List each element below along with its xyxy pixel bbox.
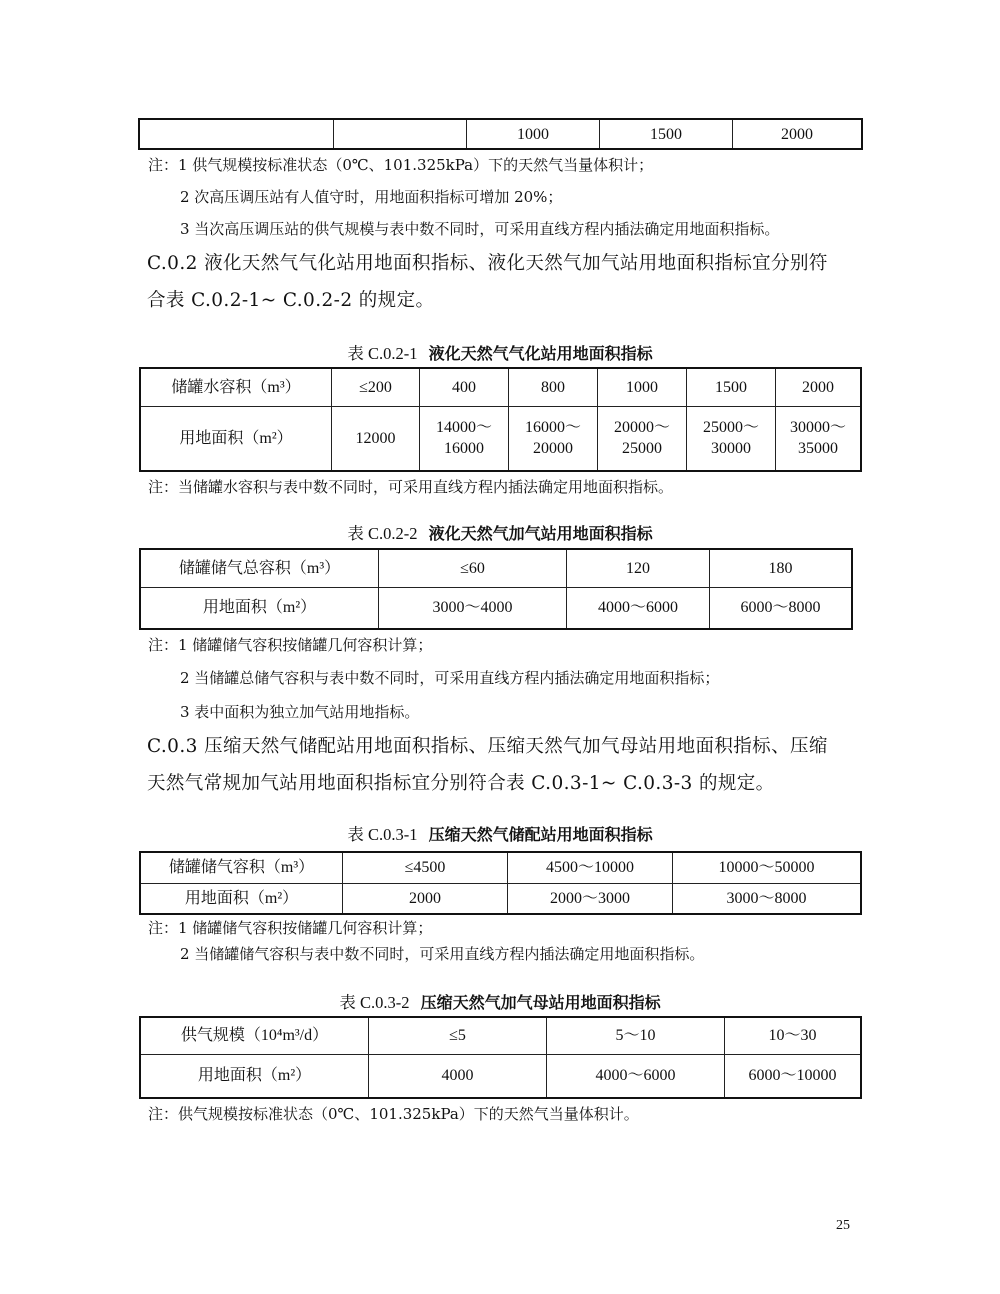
- table-caption-number: 表 C.0.3-1: [347, 825, 418, 844]
- table-cell: [598, 406, 687, 471]
- note-line: 3 当次高压调压站的供气规模与表中数不同时，可采用直线方程内插法确定用地面积指标。: [180, 220, 780, 238]
- table-row: [140, 852, 861, 883]
- table-caption-text: 压缩天然气加气母站用地面积指标: [420, 993, 661, 1012]
- table-cell: 4000: [369, 1054, 547, 1098]
- note-line: 3 表中面积为独立加气站用地指标。: [180, 703, 420, 721]
- cell-value: 16000～: [524, 419, 581, 437]
- table-caption-text: 液化天然气气化站用地面积指标: [428, 344, 653, 363]
- note-line: 注：1 储罐储气容积按储罐几何容积计算；: [148, 636, 433, 654]
- table-cell: ≤60: [379, 549, 567, 587]
- table-cell: 3000～4000: [379, 587, 567, 629]
- cell-value: 20000～: [613, 419, 670, 437]
- section-paragraph-line: 天然气常规加气站用地面积指标宜分别符合表 C.0.3-1~ C.0.3-3 的规定。: [147, 773, 775, 794]
- cell-value: 25000: [622, 440, 662, 458]
- note-line: 2 当储罐总储气容积与表中数不同时，可采用直线方程内插法确定用地面积指标；: [180, 669, 720, 687]
- table-cell: 10000～50000: [673, 852, 862, 883]
- table-row: [140, 883, 861, 914]
- cell-value: 20000: [533, 440, 573, 458]
- table-caption-text: 压缩天然气储配站用地面积指标: [428, 825, 653, 844]
- note-line: 注：1 储罐储气容积按储罐几何容积计算；: [148, 919, 433, 937]
- table-cell: 1500: [600, 119, 733, 149]
- table-cell: ≤5: [369, 1017, 547, 1054]
- table-cell: ≤4500: [343, 852, 508, 883]
- table-cell: 3000～8000: [673, 883, 862, 914]
- section-paragraph-line: 合表 C.0.2-1~ C.0.2-2 的规定。: [147, 290, 435, 311]
- table-cell: 2000: [733, 119, 863, 149]
- table-cell: [334, 119, 467, 149]
- table-c031: [139, 851, 862, 915]
- table-cell: 6000～8000: [710, 587, 853, 629]
- table-cell: 10～30: [725, 1017, 862, 1054]
- table-caption-number: 表 C.0.2-2: [347, 524, 418, 543]
- cell-value: 35000: [798, 440, 838, 458]
- cell-value: 14000～: [435, 419, 492, 437]
- table-header-cell: 用地面积（m²）: [140, 883, 343, 914]
- table-row: [140, 549, 852, 587]
- cell-value: 12000: [355, 429, 396, 447]
- table-cell: 4000～6000: [567, 587, 710, 629]
- table-row: [139, 119, 862, 149]
- table-caption-number: 表 C.0.2-1: [347, 344, 418, 363]
- table-cell: [509, 406, 598, 471]
- table-header-cell: 用地面积（m²）: [140, 1054, 369, 1098]
- note-line: 2 当储罐储气容积与表中数不同时，可采用直线方程内插法确定用地面积指标。: [180, 945, 705, 963]
- table-row: [140, 587, 852, 629]
- table-row: [140, 1017, 861, 1054]
- table-cell: [420, 406, 509, 471]
- table-caption-number: 表 C.0.3-2: [339, 993, 410, 1012]
- table-header-cell: 供气规模（10⁴m³/d）: [140, 1017, 369, 1054]
- table-c022: [139, 548, 853, 630]
- table-caption: [0, 340, 1000, 364]
- table-cell: 6000～10000: [725, 1054, 862, 1098]
- cell-value: 30000～: [789, 419, 846, 437]
- table-cell: 4500～10000: [508, 852, 673, 883]
- table-caption: [0, 520, 1000, 544]
- table-row: [140, 1054, 861, 1098]
- table-caption: [0, 989, 1000, 1013]
- table-cell: 1000: [467, 119, 600, 149]
- cell-value: 16000: [444, 440, 484, 458]
- table-header-cell: 用地面积（m²）: [140, 587, 379, 629]
- table-cell: 2000: [776, 368, 862, 406]
- table-cell: 800: [509, 368, 598, 406]
- table-header-cell: 用地面积（m²）: [140, 406, 332, 471]
- section-paragraph-line: C.0.3 压缩天然气储配站用地面积指标、压缩天然气加气母站用地面积指标、压缩: [147, 736, 828, 757]
- top-table: [138, 118, 863, 150]
- table-c021: [139, 367, 862, 472]
- table-cell: 2000: [343, 883, 508, 914]
- table-row: [140, 368, 861, 406]
- note-line: 注：1 供气规模按标准状态（0℃、101.325kPa）下的天然气当量体积计；: [148, 156, 654, 174]
- note-line: 注：供气规模按标准状态（0℃、101.325kPa）下的天然气当量体积计。: [148, 1105, 639, 1123]
- table-cell: [776, 406, 862, 471]
- table-cell: [139, 119, 334, 149]
- table-c032: [139, 1016, 862, 1099]
- page-number: 25: [836, 1218, 850, 1233]
- table-cell: 400: [420, 368, 509, 406]
- table-cell: 4000～6000: [547, 1054, 725, 1098]
- cell-value: 25000～: [702, 419, 759, 437]
- table-header-cell: 储罐水容积（m³）: [140, 368, 332, 406]
- table-cell: 1000: [598, 368, 687, 406]
- cell-value: 30000: [711, 440, 751, 458]
- table-cell: [332, 406, 420, 471]
- section-paragraph-line: C.0.2 液化天然气气化站用地面积指标、液化天然气加气站用地面积指标宜分别符: [147, 253, 828, 274]
- table-caption: [0, 821, 1000, 845]
- note-line: 注：当储罐水容积与表中数不同时，可采用直线方程内插法确定用地面积指标。: [148, 478, 674, 496]
- table-header-cell: 储罐储气容积（m³）: [140, 852, 343, 883]
- table-cell: 5～10: [547, 1017, 725, 1054]
- note-line: 2 次高压调压站有人值守时，用地面积指标可增加 20%；: [180, 188, 563, 206]
- table-cell: 2000～3000: [508, 883, 673, 914]
- table-cell: [687, 406, 776, 471]
- table-cell: 120: [567, 549, 710, 587]
- table-header-cell: 储罐储气总容积（m³）: [140, 549, 379, 587]
- table-row: [140, 406, 861, 471]
- table-cell: ≤200: [332, 368, 420, 406]
- table-cell: 1500: [687, 368, 776, 406]
- table-caption-text: 液化天然气加气站用地面积指标: [428, 524, 653, 543]
- table-cell: 180: [710, 549, 853, 587]
